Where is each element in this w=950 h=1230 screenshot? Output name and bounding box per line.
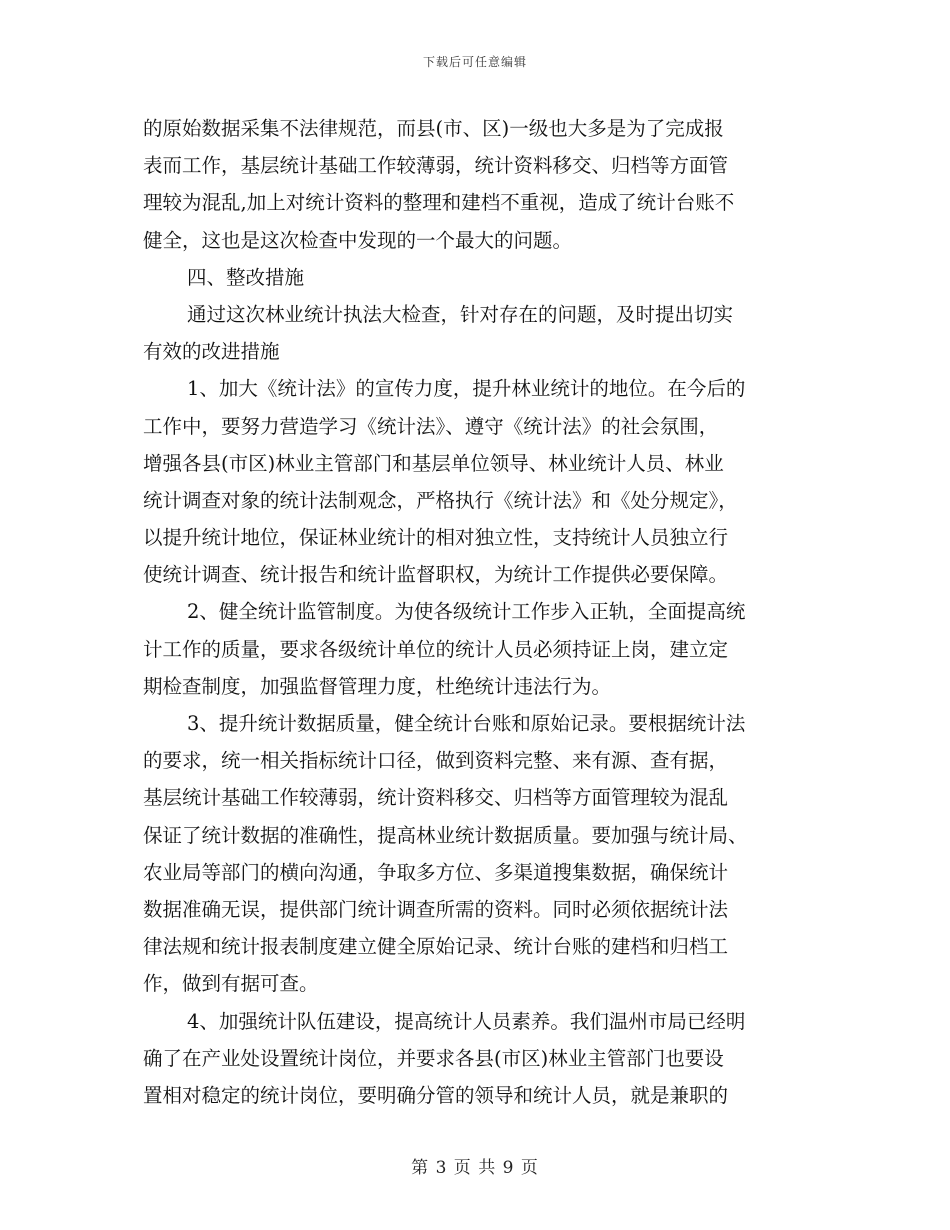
- text-line: 表而工作，基层统计基础工作较薄弱，统计资料移交、归档等方面管: [143, 154, 729, 178]
- text-line: 工作中，要努力营造学习《统计法》、遵守《统计法》的社会氛围，: [143, 414, 719, 438]
- text-line: 以提升统计地位，保证林业统计的相对独立性，支持统计人员独立行: [143, 526, 729, 550]
- text-line: 保证了统计数据的准确性，提高林业统计数据质量。要加强与统计局、: [143, 823, 748, 847]
- text-line: 计工作的质量，要求各级统计单位的统计人员必须持证上岗，建立定: [143, 637, 729, 661]
- text-line: 3、提升统计数据质量，健全统计台账和原始记录。要根据统计法: [187, 712, 746, 735]
- text-line: 使统计调查、统计报告和统计监督职权，为统计工作提供必要保障。: [143, 563, 729, 587]
- text-line: 置相对稳定的统计岗位，要明确分管的领导和统计人员，就是兼职的: [143, 1083, 729, 1107]
- text-line: 农业局等部门的横向沟通，争取多方位、多渠道搜集数据，确保统计: [143, 860, 729, 884]
- text-line: 的原始数据采集不法律规范，而县(市、区)一级也大多是为了完成报: [143, 117, 724, 140]
- text-line: 增强各县(市区)林业主管部门和基层单位领导、林业统计人员、林业: [143, 451, 724, 475]
- text-line: 四、整改措施: [187, 265, 305, 289]
- text-line: 理较为混乱,加上对统计资料的整理和建档不重视，造成了统计台账不: [143, 191, 735, 215]
- page-number: 第 3 页 共 9 页: [411, 1158, 539, 1178]
- text-line: 数据准确无误，提供部门统计调查所需的资料。同时必须依据统计法: [143, 897, 729, 921]
- text-line: 通过这次林业统计执法大检查，针对存在的问题，及时提出切实: [187, 302, 734, 326]
- text-line: 统计调查对象的统计法制观念，严格执行《统计法》和《处分规定》，: [143, 488, 738, 512]
- document-body: [143, 110, 808, 1114]
- page-header-note: 下载后可任意编辑: [422, 55, 527, 69]
- text-line: 健全，这也是这次检查中发现的一个最大的问题。: [143, 228, 573, 252]
- text-line: 律法规和统计报表制度建立健全原始记录、统计台账的建档和归档工: [143, 935, 729, 959]
- text-line: 1、加大《统计法》的宣传力度，提升林业统计的地位。在今后的: [187, 377, 746, 401]
- text-line: 2、健全统计监管制度。为使各级统计工作步入正轨，全面提高统: [187, 600, 746, 624]
- text-line: 确了在产业处设置统计岗位，并要求各县(市区)林业主管部门也要设: [143, 1046, 724, 1070]
- text-line: 4、加强统计队伍建设，提高统计人员素养。我们温州市局已经明: [187, 1009, 746, 1033]
- text-line: 的要求，统一相关指标统计口径，做到资料完整、来有源、查有据，: [143, 749, 729, 773]
- text-line: 期检查制度，加强监督管理力度，杜绝统计违法行为。: [143, 674, 612, 698]
- text-line: 作，做到有据可查。: [143, 972, 319, 996]
- text-line: 基层统计基础工作较薄弱，统计资料移交、归档等方面管理较为混乱: [143, 786, 729, 810]
- text-line: 有效的改进措施: [143, 340, 280, 364]
